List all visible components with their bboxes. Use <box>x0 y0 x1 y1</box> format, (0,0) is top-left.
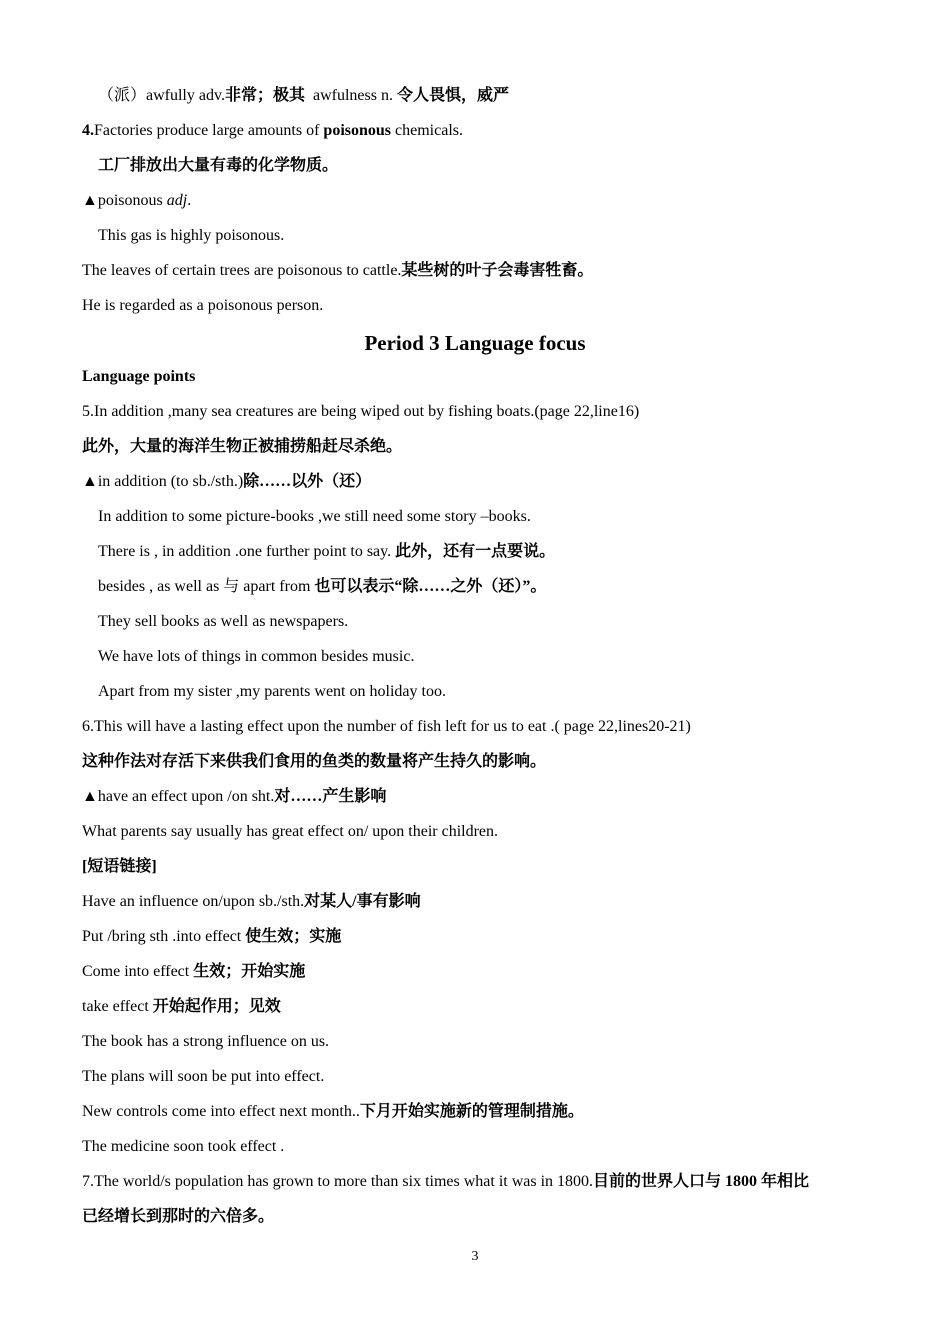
note-line: besides , as well as 与 apart from 也可以表示“除……之外（还）”。 <box>98 578 547 595</box>
sentence-7: 7.The world/s population has grown to more than six times what it was in 1800.目前的世界人口与 1800 年相比 <box>82 1173 810 1190</box>
example-line: The plans will soon be put into effect. <box>82 1068 325 1085</box>
example-line: New controls come into effect next month..下月开始实施新的管理制措施。 <box>82 1103 584 1120</box>
section-title: Period 3 Language focus <box>364 331 586 355</box>
example-line: What parents say usually has great effect on/ upon their children. <box>82 823 499 840</box>
derivation-line: （派）awfully adv.非常；极其 awfulness n. 令人畏惧，威严 <box>98 87 509 104</box>
example-line: There is , in addition .one further point to say. 此外，还有一点要说。 <box>98 543 556 560</box>
example-line: The medicine soon took effect . <box>82 1138 285 1155</box>
page-number: 3 <box>471 1249 479 1264</box>
vocab-poisonous: ▲poisonous adj. <box>82 192 192 209</box>
example-line: The leaves of certain trees are poisonous to cattle.某些树的叶子会毒害牲畜。 <box>82 262 594 279</box>
example-line: We have lots of things in common besides music. <box>98 648 415 665</box>
phrase-line: take effect 开始起作用；见效 <box>82 998 281 1015</box>
example-line: This gas is highly poisonous. <box>98 227 285 244</box>
sentence-4: 4.Factories produce large amounts of poisonous chemicals. <box>82 122 463 139</box>
vocab-have-an-effect: ▲have an effect upon /on sht.对……产生影响 <box>82 788 387 805</box>
phrase-line: Come into effect 生效；开始实施 <box>82 963 306 980</box>
subheading: Language points <box>82 368 196 385</box>
sentence-5-translation: 此外，大量的海洋生物正被捕捞船赶尽杀绝。 <box>82 438 403 455</box>
phrase-link-heading: [短语链接] <box>82 858 157 875</box>
vocab-in-addition: ▲in addition (to sb./sth.)除……以外（还） <box>82 473 372 490</box>
phrase-line: Put /bring sth .into effect 使生效；实施 <box>82 928 342 945</box>
sentence-5: 5.In addition ,many sea creatures are being wiped out by fishing boats.(page 22,line16) <box>82 403 640 420</box>
example-line: The book has a strong influence on us. <box>82 1033 330 1050</box>
example-line: They sell books as well as newspapers. <box>98 613 349 630</box>
sentence-6: 6.This will have a lasting effect upon the number of fish left for us to eat .( page 22,lines20-21) <box>82 718 691 735</box>
sentence-6-translation: 这种作法对存活下来供我们食用的鱼类的数量将产生持久的影响。 <box>82 753 547 770</box>
example-line: He is regarded as a poisonous person. <box>82 297 324 314</box>
phrase-line: Have an influence on/upon sb./sth.对某人/事有影响 <box>82 893 421 910</box>
sentence-7-translation-cont: 已经增长到那时的六倍多。 <box>82 1208 275 1225</box>
example-line: In addition to some picture-books ,we still need some story –books. <box>98 508 531 525</box>
example-line: Apart from my sister ,my parents went on holiday too. <box>98 683 446 700</box>
sentence-4-translation: 工厂排放出大量有毒的化学物质。 <box>98 157 339 174</box>
